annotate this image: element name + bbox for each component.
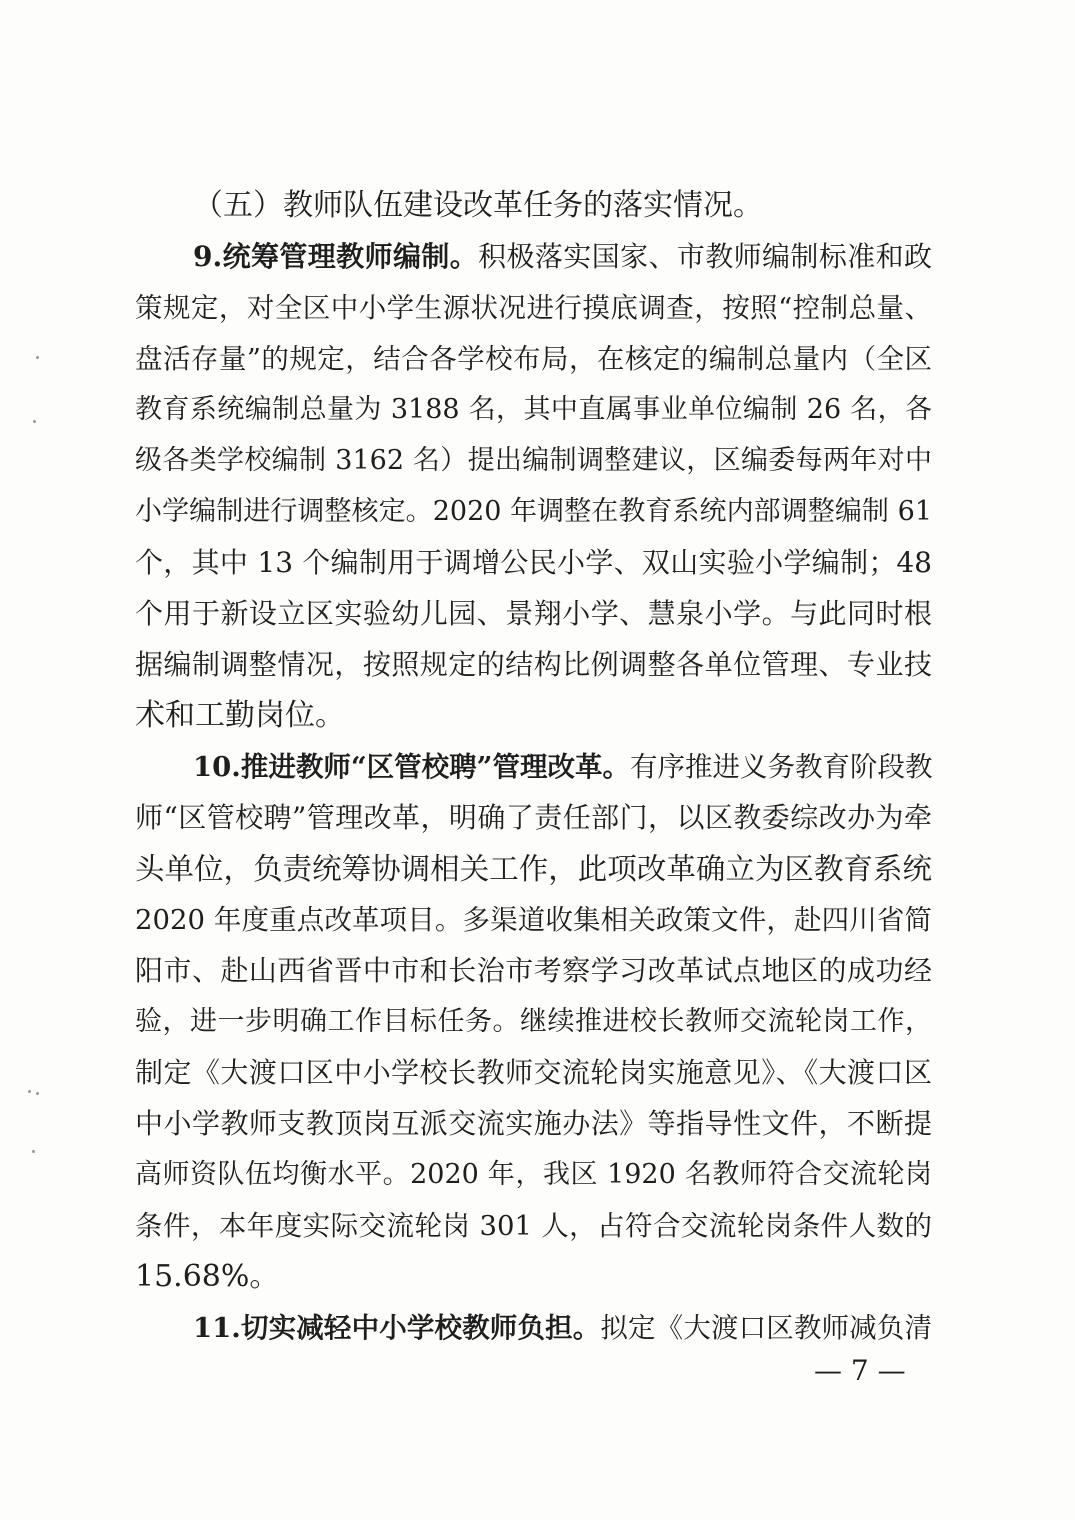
scan-mark (36, 356, 39, 359)
paragraph-line: 级各类学校编制 3162 名）提出编制调整建议，区编委每两年对中 (135, 445, 932, 476)
scan-mark (33, 420, 36, 423)
paragraph-line: 条件，本年度实际交流轮岗 301 人，占符合交流轮岗条件人数的 (135, 1210, 932, 1242)
item-title: 9.统筹管理教师编制。 (193, 240, 479, 273)
section-heading: （五）教师队伍建设改革任务的落实情况。 (193, 188, 763, 223)
item-text: 有序推进义务教育阶段教 (629, 751, 932, 783)
paragraph-line: 盘活存量”的规定，结合各学校布局，在核定的编制总量内（全区 (135, 343, 932, 375)
paragraph-first-line (193, 1306, 932, 1350)
scan-mark (32, 1150, 35, 1153)
paragraph-line: 中小学教师支教顶岗互派交流实施办法》等指导性文件，不断提 (135, 1107, 932, 1140)
page-number: — 7 — (814, 1354, 906, 1387)
item-text: 拟定《大渡口区教师减负清 (600, 1312, 932, 1344)
paragraph-line: 个，其中 13 个编制用于调增公民小学、双山实验小学编制；48 (135, 546, 932, 579)
paragraph-line: 验，进一步明确工作目标任务。继续推进校长教师交流轮岗工作， (135, 1006, 932, 1037)
paragraph-line: 个用于新设立区实验幼儿园、景翔小学、慧泉小学。与此同时根 (135, 597, 932, 630)
scan-mark (28, 1090, 31, 1093)
item-title: 10.推进教师“区管校聘”管理改革。 (193, 751, 630, 783)
paragraph-line: 阳市、赴山西省晋中市和长治市考察学习改革试点地区的成功经 (135, 954, 932, 987)
paragraph-first-line (193, 235, 932, 279)
paragraph-line: 据编制调整情况，按照规定的结构比例调整各单位管理、专业技 (135, 648, 932, 681)
item-title: 11.切实减轻中小学校教师负担。 (193, 1312, 601, 1344)
scan-mark (36, 1092, 39, 1095)
paragraph-line: 教育系统编制总量为 3188 名，其中直属事业单位编制 26 名，各 (135, 394, 932, 425)
paragraph-line: 制定《大渡口区中小学校长教师交流轮岗实施意见》、《大渡口区 (135, 1056, 932, 1089)
item-text: 积极落实国家、市教师编制标准和政 (478, 240, 932, 273)
paragraph-line: 2020 年度重点改革项目。多渠道收集相关政策文件，赴四川省简 (135, 904, 932, 936)
paragraph-first-line (193, 745, 932, 789)
paragraph-line: 15.68%。 (135, 1259, 280, 1294)
paragraph-line: 策规定，对全区中小学生源状况进行摸底调查，按照“控制总量、 (135, 292, 932, 324)
paragraph-line: 小学编制进行调整核定。2020 年调整在教育系统内部调整编制 61 (135, 496, 932, 527)
paragraph-line: 师“区管校聘”管理改革，明确了责任部门，以区教委综改办为牵 (135, 801, 932, 834)
paragraph-line: 高师资队伍均衡水平。2020 年，我区 1920 名教师符合交流轮岗 (135, 1159, 932, 1190)
paragraph-line: 头单位，负责统筹协调相关工作，此项改革确立为区教育系统 (135, 852, 932, 886)
paragraph-line: 术和工勤岗位。 (135, 698, 345, 733)
